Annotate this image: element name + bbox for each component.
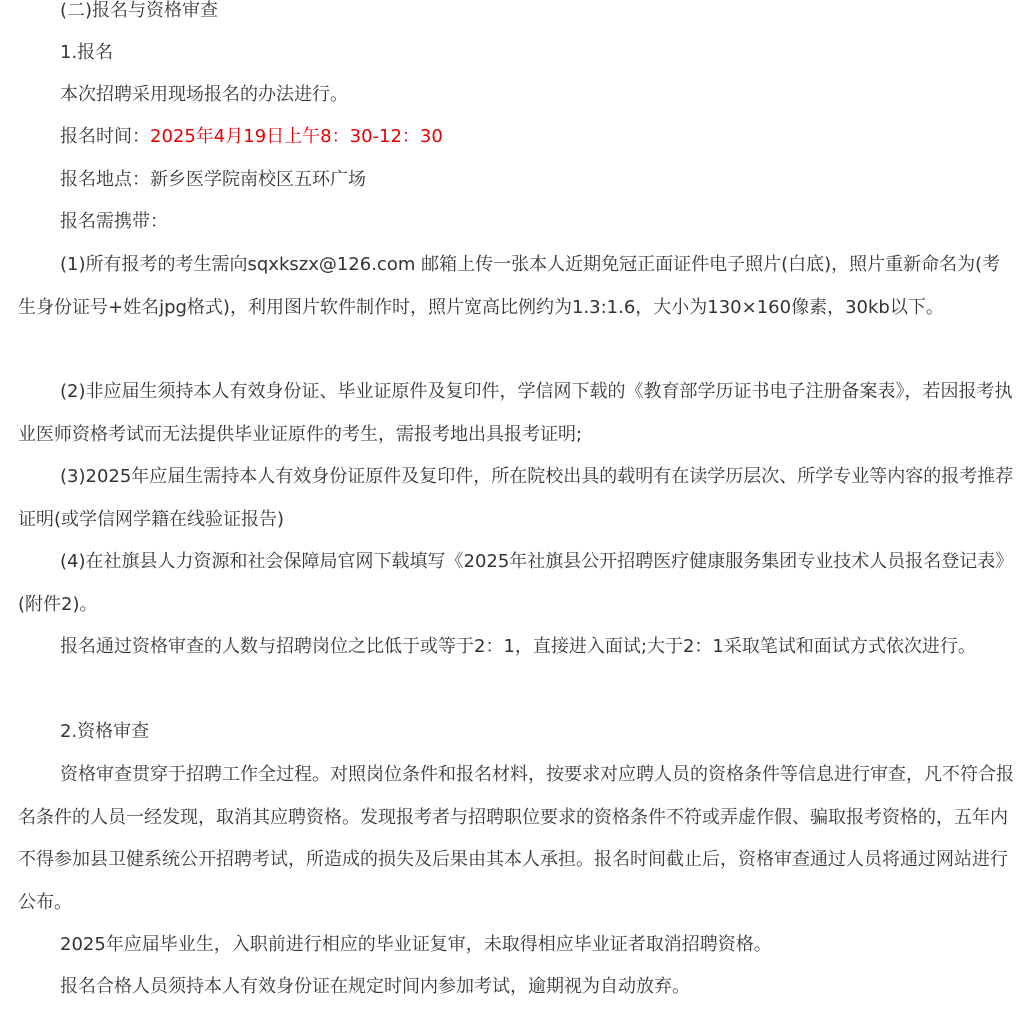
- requirement-item-3: (3)2025年应届生需持本人有效身份证原件及复印件，所在院校出具的载明有在读学历层次、所学专业等内容的报考推荐证明(或学信网学籍在线验证报告): [18, 466, 1014, 530]
- requirement-item-1: (1)所有报考的考生需向sqxkszx@126.com 邮箱上传一张本人近期免冠正面证件电子照片(白底)，照片重新命名为(考生身份证号+姓名jpg格式)，利用图片软件制作时，照片宽高比例约为1.3:1.6，大小为130×160像素，30kb以下。: [18, 254, 1001, 318]
- qualification-review-text: 资格审查贯穿于招聘工作全过程。对照岗位条件和报名材料，按要求对应聘人员的资格条件等信息进行审查，凡不符合报名条件的人员一经发现，取消其应聘资格。发现报考者与招聘职位要求的资格条件不符或弄虚作假、骗取报考资格的，五年内不得参加县卫健系统公开招聘考试，所造成的损失及后果由其本人承担。报名时间截止后，资格审查通过人员将通过网站进行公布。: [18, 764, 1014, 913]
- requirement-item-4: (4)在社旗县人力资源和社会保障局官网下载填写《2025年社旗县公开招聘医疗健康服务集团专业技术人员报名登记表》(附件2)。: [18, 551, 1014, 615]
- exam-attendance-text: 报名合格人员须持本人有效身份证在规定时间内参加考试，逾期视为自动放弃。: [60, 976, 690, 997]
- graduate-review-text: 2025年应届毕业生，入职前进行相应的毕业证复审，未取得相应毕业证者取消招聘资格。: [60, 934, 772, 955]
- requirement-item-2: (2)非应届生须持本人有效身份证、毕业证原件及复印件，学信网下载的《教育部学历证书电子注册备案表》，若因报考执业医师资格考试而无法提供毕业证原件的考生，需报考地出具报考证明;: [18, 381, 1013, 445]
- review-ratio-rule: 报名通过资格审查的人数与招聘岗位之比低于或等于2：1，直接进入面试;大于2：1采取笔试和面试方式依次进行。: [60, 636, 976, 657]
- items-to-bring-label: 报名需携带：: [60, 211, 168, 232]
- section-title: (二)报名与资格审查: [60, 0, 219, 21]
- subsection-title-review: 2.资格审查: [60, 721, 150, 742]
- registration-time: [18, 116, 1018, 159]
- registration-time-label: 报名时间：: [60, 126, 150, 147]
- registration-place: 报名地点：新乡医学院南校区五环广场: [60, 169, 366, 190]
- registration-time-value: 2025年4月19日上午8：30-12：30: [150, 126, 443, 147]
- subsection-title-registration: 1.报名: [60, 42, 114, 63]
- registration-method: 本次招聘采用现场报名的办法进行。: [60, 84, 348, 105]
